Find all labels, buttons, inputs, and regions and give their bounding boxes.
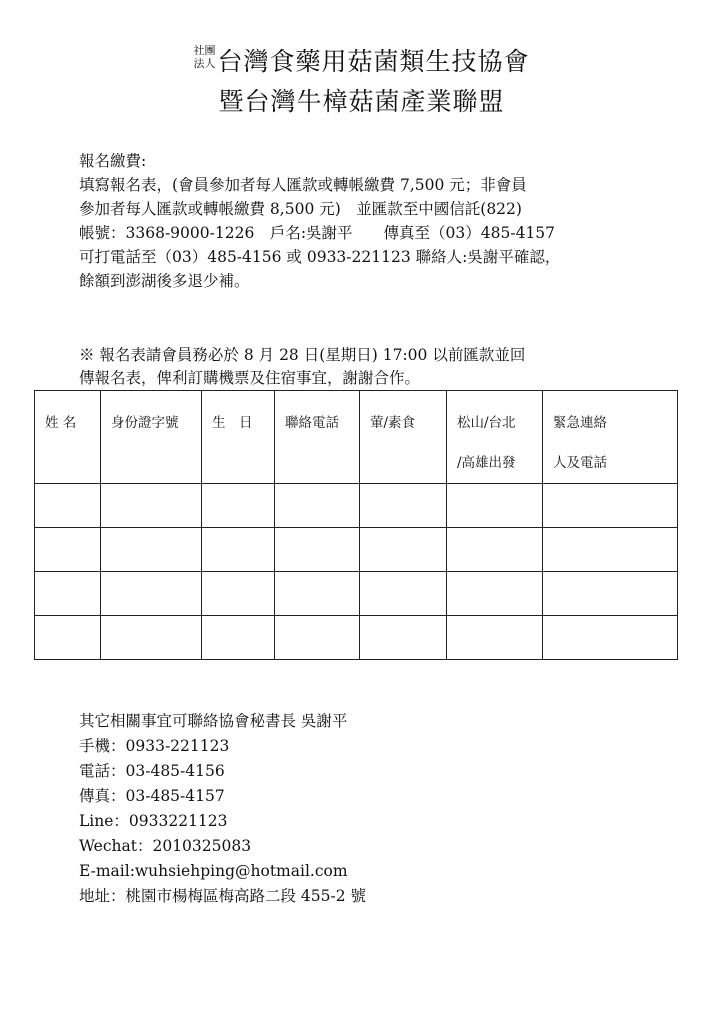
contact-wechat: Wechat：2010325083 <box>79 837 252 855</box>
table-cell[interactable] <box>275 572 360 616</box>
contact-info-section <box>79 709 679 909</box>
table-cell[interactable] <box>360 528 447 572</box>
deadline-notice <box>79 344 679 390</box>
column-header-id-number: 身份證字號 <box>101 391 202 484</box>
table-cell[interactable] <box>275 484 360 528</box>
table-row <box>35 616 678 660</box>
column-header-name: 姓 名 <box>35 391 101 484</box>
contact-fax: 傳真：03-485-4157 <box>79 787 225 805</box>
column-header-diet: 葷/素食 <box>360 391 447 484</box>
table-cell[interactable] <box>101 572 202 616</box>
table-cell[interactable] <box>275 528 360 572</box>
table-cell[interactable] <box>275 616 360 660</box>
fee-line: 可打電話至（03）485-4156 或 0933-221123 聯絡人:吳謝平確認， <box>79 248 561 266</box>
table-cell[interactable] <box>101 528 202 572</box>
document-header <box>0 44 723 119</box>
registration-form-table <box>34 390 678 660</box>
table-cell[interactable] <box>360 484 447 528</box>
notice-line: 傳報名表，俾利訂購機票及住宿事宜，謝謝合作。 <box>79 369 421 387</box>
table-cell[interactable] <box>35 572 101 616</box>
table-cell[interactable] <box>447 616 543 660</box>
column-header-emergency-contact: 緊急連絡 人及電話 <box>543 391 678 484</box>
fee-line: 填寫報名表，(會員參加者每人匯款或轉帳繳費 7,500 元；非會員 <box>79 176 527 194</box>
table-cell[interactable] <box>543 528 678 572</box>
contact-intro: 其它相關事宜可聯絡協會秘書長 吳謝平 <box>79 712 348 730</box>
table-row <box>35 572 678 616</box>
registration-fee-section <box>79 149 679 293</box>
table-cell[interactable] <box>447 572 543 616</box>
table-row <box>35 484 678 528</box>
fee-line: 參加者每人匯款或轉帳繳費 8,500 元) 並匯款至中國信託(822) <box>79 200 522 218</box>
organization-type-label <box>193 44 215 70</box>
table-cell[interactable] <box>447 484 543 528</box>
title-line-1 <box>0 44 723 79</box>
fee-line: 帳號：3368-9000-1226 戶名:吳謝平 傳真至（03）485-4157 <box>79 224 556 242</box>
table-cell[interactable] <box>101 616 202 660</box>
table-header-row <box>35 391 678 484</box>
table-cell[interactable] <box>360 572 447 616</box>
fee-line: 餘額到澎湖後多退少補。 <box>79 272 250 290</box>
column-header-birthday: 生 日 <box>202 391 275 484</box>
organization-type-line-2: 法人 <box>193 57 216 70</box>
table-cell[interactable] <box>202 484 275 528</box>
table-row <box>35 528 678 572</box>
table-cell[interactable] <box>360 616 447 660</box>
notice-line: ※ 報名表請會員務必於 8 月 28 日(星期日) 17:00 以前匯款並回 <box>79 346 526 364</box>
contact-line-id: Line：0933221123 <box>79 812 228 830</box>
alliance-name: 暨台灣牛樟菇菌產業聯盟 <box>218 87 505 116</box>
table-cell[interactable] <box>35 484 101 528</box>
table-cell[interactable] <box>101 484 202 528</box>
contact-address: 地址：桃園市楊梅區梅高路二段 455-2 號 <box>79 887 367 905</box>
table-cell[interactable] <box>35 616 101 660</box>
column-header-departure: 松山/台北 /高雄出發 <box>447 391 543 484</box>
contact-email: E-mail:wuhsiehping@hotmail.com <box>79 862 348 880</box>
contact-mobile: 手機：0933-221123 <box>79 737 230 755</box>
table-cell[interactable] <box>202 572 275 616</box>
table-cell[interactable] <box>543 572 678 616</box>
table-cell[interactable] <box>543 616 678 660</box>
contact-phone: 電話：03-485-4156 <box>79 762 225 780</box>
table-cell[interactable] <box>202 528 275 572</box>
fee-heading: 報名繳費: <box>79 152 147 170</box>
organization-name: 台灣食藥用菇菌類生技協會 <box>217 47 530 76</box>
column-header-phone: 聯絡電話 <box>275 391 360 484</box>
organization-type-line-1: 社團 <box>193 44 216 57</box>
table-cell[interactable] <box>202 616 275 660</box>
table-cell[interactable] <box>35 528 101 572</box>
table-cell[interactable] <box>543 484 678 528</box>
table-cell[interactable] <box>447 528 543 572</box>
